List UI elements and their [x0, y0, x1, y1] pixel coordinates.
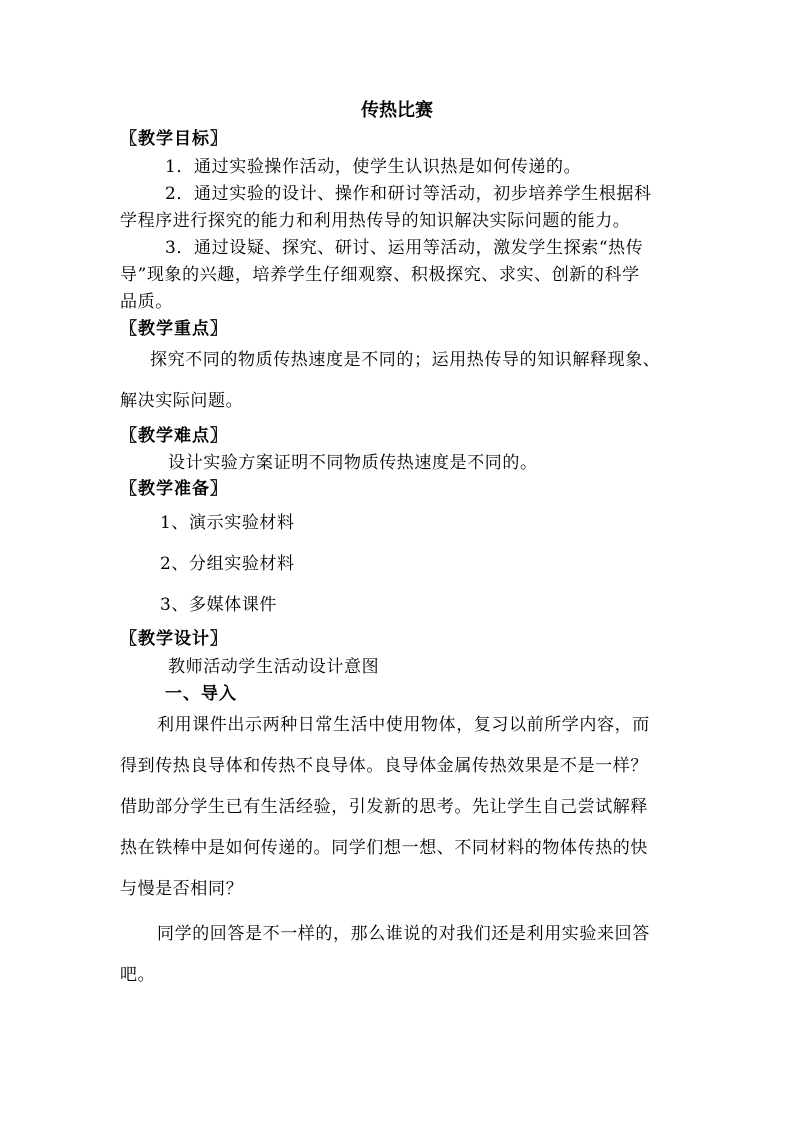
difficulties-heading: 〖教学难点〗	[120, 426, 228, 446]
key-points-heading: 〖教学重点〗	[120, 319, 228, 339]
design-line-6: 同学的回答是不一样的，那么谁说的对我们还是利用实验来回答	[157, 924, 650, 944]
design-subheading: 一、导入	[165, 684, 237, 704]
design-line-1: 利用课件出示两种日常生活中使用物体，复习以前所学内容，而	[157, 715, 650, 735]
preparation-item-2: 2、分组实验材料	[160, 554, 295, 574]
design-heading: 〖教学设计〗	[120, 629, 228, 649]
preparation-heading: 〖教学准备〗	[120, 479, 228, 499]
design-line-4: 热在铁棒中是如何传递的。同学们想一想、不同材料的物体传热的快	[120, 838, 648, 858]
key-points-line-2: 解决实际问题。	[120, 391, 244, 411]
goals-line-4: 3．通过设疑、探究、研讨、运用等活动，激发学生探索“热传	[165, 238, 644, 258]
goals-line-2: 2．通过实验的设计、操作和研讨等活动，初步培养学生根据科	[165, 184, 652, 204]
goals-heading: 〖教学目标〗	[120, 129, 228, 149]
key-points-line-1: 探究不同的物质传热速度是不同的；运用热传导的知识解释现象、	[150, 350, 661, 370]
preparation-item-3: 3、多媒体课件	[160, 595, 278, 615]
design-line-3: 借助部分学生已有生活经验，引发新的思考。先让学生自己尝试解释	[120, 797, 648, 817]
goals-line-3: 学程序进行探究的能力和利用热传导的知识解决实际问题的能力。	[120, 211, 631, 231]
design-line-7: 吧。	[120, 965, 156, 985]
design-line-2: 得到传热良导体和传热不良导体。良导体金属传热效果是不是一样？	[120, 756, 648, 776]
goals-line-6: 品质。	[120, 292, 173, 312]
design-columns-line: 教师活动学生活动设计意图	[168, 657, 380, 677]
document-title: 传热比赛	[361, 100, 433, 121]
goals-line-1: 1．通过实验操作活动，使学生认识热是如何传递的。	[165, 157, 582, 177]
difficulties-line-1: 设计实验方案证明不同物质传热速度是不同的。	[168, 453, 538, 473]
design-line-5: 与慢是否相同？	[120, 879, 244, 899]
preparation-item-1: 1、演示实验材料	[160, 513, 295, 533]
goals-line-5: 导”现象的兴趣，培养学生仔细观察、积极探究、求实、创新的科学	[120, 265, 640, 285]
